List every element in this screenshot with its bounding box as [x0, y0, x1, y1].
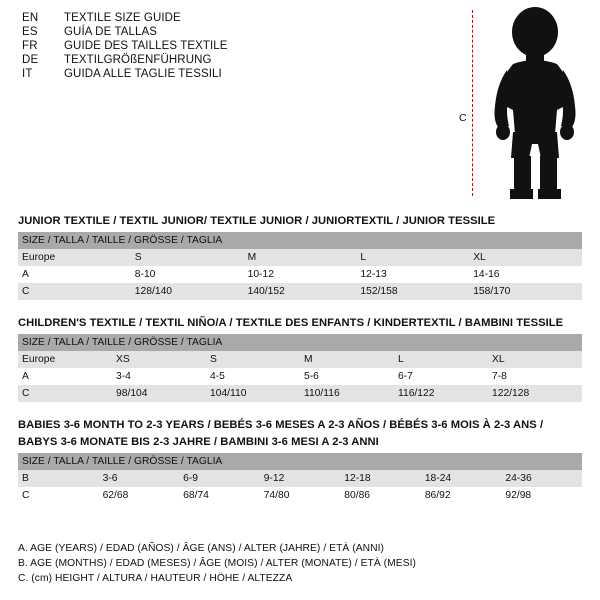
table-row	[18, 266, 582, 283]
table-header-label: SIZE / TALLA / TAILLE / GRÖSSE / TAGLIA	[18, 334, 582, 351]
cell: 5-6	[300, 368, 394, 385]
language-row	[22, 12, 442, 24]
cell: 10-12	[244, 266, 357, 283]
section-title: BABIES 3-6 MONTH TO 2-3 YEARS / BEBÉS 3-6 MESES A 2-3 AÑOS / BÉBÉS 3-6 MOIS À 2-3 ANS /	[18, 419, 544, 431]
table-row	[18, 283, 582, 300]
cell: S	[131, 249, 244, 266]
cell: 24-36	[501, 470, 582, 487]
section-title: JUNIOR TEXTILE / TEXTIL JUNIOR/ TEXTILE JUNIOR / JUNIORTEXTIL / JUNIOR TESSILE	[18, 215, 496, 227]
language-code: ES	[22, 26, 38, 38]
footnote-a: A. AGE (YEARS) / EDAD (AÑOS) / ÂGE (ANS) / ALTER (JAHRE) / ETÀ (ANNI)	[18, 543, 384, 554]
footnote-c: C. (cm) HEIGHT / ALTURA / HAUTEUR / HÖHE / ALTEZZA	[18, 573, 293, 584]
table-row	[18, 368, 582, 385]
cell: XL	[488, 351, 582, 368]
measurement-figure	[455, 6, 595, 206]
cell: 6-9	[179, 470, 260, 487]
language-title: TEXTILGRÖßENFÜHRUNG	[64, 54, 212, 66]
children-size-table	[18, 334, 582, 402]
cell: M	[300, 351, 394, 368]
table-row	[18, 470, 582, 487]
language-code: EN	[22, 12, 39, 24]
cell: 122/128	[488, 385, 582, 402]
cell: 3-4	[112, 368, 206, 385]
cell: 98/104	[112, 385, 206, 402]
language-code: DE	[22, 54, 39, 66]
language-title: GUÍA DE TALLAS	[64, 26, 158, 38]
cell: 128/140	[131, 283, 244, 300]
section-junior	[18, 215, 582, 300]
cell: XL	[469, 249, 582, 266]
cell: 86/92	[421, 487, 502, 504]
row-label: C	[18, 385, 112, 402]
language-title: GUIDA ALLE TAGLIE TESSILI	[64, 68, 222, 80]
footnote-b: B. AGE (MONTHS) / EDAD (MESES) / ÂGE (MOIS) / ALTER (MONATE) / ETÀ (MESI)	[18, 558, 417, 569]
cell: 80/86	[340, 487, 421, 504]
table-header-row	[18, 232, 582, 249]
cell: 116/122	[394, 385, 488, 402]
height-measure-line	[472, 10, 473, 196]
cell: 3-6	[99, 470, 180, 487]
row-label: B	[18, 470, 99, 487]
cell: 68/74	[179, 487, 260, 504]
cell: 9-12	[260, 470, 341, 487]
language-title: GUIDE DES TAILLES TEXTILE	[64, 40, 228, 52]
cell: 4-5	[206, 368, 300, 385]
language-title: TEXTILE SIZE GUIDE	[64, 12, 181, 24]
cell: 158/170	[469, 283, 582, 300]
section-title-line2: BABYS 3-6 MONATE BIS 2-3 JAHRE / BAMBINI 3-6 MESI A 2-3 ANNI	[18, 436, 379, 448]
language-code: IT	[22, 68, 33, 80]
cell: M	[244, 249, 357, 266]
cell: 140/152	[244, 283, 357, 300]
table-row	[18, 249, 582, 266]
table-header-label: SIZE / TALLA / TAILLE / GRÖSSE / TAGLIA	[18, 232, 582, 249]
row-label: C	[18, 487, 99, 504]
cell: 62/68	[99, 487, 180, 504]
table-row	[18, 487, 582, 504]
language-code: FR	[22, 40, 38, 52]
row-label: Europe	[18, 249, 131, 266]
section-babies	[18, 419, 582, 504]
language-header	[22, 12, 442, 82]
table-header-row	[18, 453, 582, 470]
row-label: C	[18, 283, 131, 300]
cell: 104/110	[206, 385, 300, 402]
section-children	[18, 317, 582, 402]
cell: 18-24	[421, 470, 502, 487]
cell: 92/98	[501, 487, 582, 504]
toddler-silhouette-icon	[483, 6, 593, 206]
language-row	[22, 68, 442, 80]
footnotes	[18, 543, 582, 588]
table-header-label: SIZE / TALLA / TAILLE / GRÖSSE / TAGLIA	[18, 453, 582, 470]
language-row	[22, 40, 442, 52]
language-row	[22, 54, 442, 66]
measure-label-c: C	[459, 112, 467, 124]
cell: 8-10	[131, 266, 244, 283]
cell: L	[394, 351, 488, 368]
row-label: A	[18, 368, 112, 385]
babies-size-table	[18, 453, 582, 504]
cell: 14-16	[469, 266, 582, 283]
cell: L	[356, 249, 469, 266]
cell: 152/158	[356, 283, 469, 300]
cell: XS	[112, 351, 206, 368]
row-label: Europe	[18, 351, 112, 368]
cell: 6-7	[394, 368, 488, 385]
table-header-row	[18, 334, 582, 351]
cell: S	[206, 351, 300, 368]
row-label: A	[18, 266, 131, 283]
cell: 74/80	[260, 487, 341, 504]
language-row	[22, 26, 442, 38]
table-row	[18, 385, 582, 402]
section-title: CHILDREN'S TEXTILE / TEXTIL NIÑO/A / TEXTILE DES ENFANTS / KINDERTEXTIL / BAMBINI TESSILE	[18, 317, 564, 329]
cell: 12-13	[356, 266, 469, 283]
cell: 12-18	[340, 470, 421, 487]
table-row	[18, 351, 582, 368]
junior-size-table	[18, 232, 582, 300]
cell: 110/116	[300, 385, 394, 402]
cell: 7-8	[488, 368, 582, 385]
